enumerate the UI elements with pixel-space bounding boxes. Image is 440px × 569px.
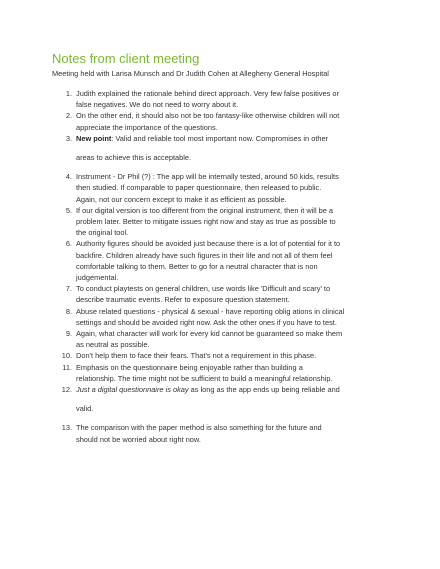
note-number: 1. xyxy=(65,89,72,98)
note-line: then studied. If comparable to paper questionnaire, then released to public. xyxy=(76,183,322,193)
note-item-7 xyxy=(58,283,388,305)
note-line: false negatives. We do not need to worry about it. xyxy=(76,100,239,110)
note-line xyxy=(76,384,388,395)
note-line: Instrument - Dr Phil (?) : The app will be internally tested, around 50 kids, results xyxy=(76,172,339,182)
notes-list xyxy=(58,88,388,445)
note-line: areas to achieve this is acceptable. xyxy=(76,153,192,163)
note-item-4 xyxy=(58,171,388,205)
note-line-rest: as long as the app ends up being reliable and xyxy=(188,385,340,395)
note-line xyxy=(76,133,388,144)
note-number: 12. xyxy=(61,385,72,395)
note-line: Authority figures should be avoided just because there is a lot of potential for it to xyxy=(76,239,341,249)
note-line: Again, not our concern except to make it as efficient as possible. xyxy=(76,194,287,204)
note-lead-italic: Just a digital questionnaire is okay xyxy=(76,385,189,395)
note-line: The comparison with the paper method is also something for the future and xyxy=(76,423,322,433)
note-item-9 xyxy=(58,328,388,350)
note-line: describe traumatic events. Refer to exposure question statement. xyxy=(76,295,290,305)
note-item-10 xyxy=(58,350,388,361)
document-title: Notes from client meeting xyxy=(52,51,200,66)
note-number: 9. xyxy=(65,329,72,339)
note-number: 7. xyxy=(65,284,72,294)
note-item-3 xyxy=(58,133,388,163)
note-lead-bold: New point xyxy=(76,133,112,143)
note-number: 11. xyxy=(62,362,72,372)
note-item-12 xyxy=(58,384,388,414)
note-line: comfortable talking to them. Better to go for a neutral character that is non xyxy=(76,261,318,271)
note-item-8 xyxy=(58,306,388,328)
note-line: settings and should be avoided right now. Ask the other ones if you have to test. xyxy=(76,317,337,327)
note-line-rest: : Valid and reliable tool most important now. Compromises in other xyxy=(111,133,329,143)
note-number: 4. xyxy=(65,172,72,182)
note-line: Again, what character will work for every kid cannot be guaranteed so make them xyxy=(76,329,343,339)
note-line: as neutral as possible. xyxy=(76,340,150,350)
document-subtitle: Meeting held with Larisa Munsch and Dr Judith Cohen at Allegheny General Hospital xyxy=(52,69,329,78)
note-line: should not be worried about right now. xyxy=(76,434,201,444)
note-item-5 xyxy=(58,205,388,239)
note-item-6 xyxy=(58,238,388,283)
note-number: 8. xyxy=(65,306,72,316)
note-line: the original tool. xyxy=(76,228,129,238)
note-line: Don't help them to face their fears. That's not a requirement in this phase. xyxy=(76,351,317,361)
note-line: Abuse related questions - physical & sexual - have reporting oblig ations in clinical xyxy=(76,306,345,316)
note-item-2 xyxy=(58,110,388,132)
note-line: On the other end, it should also not be too fantasy-like otherwise children will not xyxy=(76,111,340,121)
note-line: backfire. Children already have such figures in their life and not all of them feel xyxy=(76,250,333,260)
note-number: 13. xyxy=(61,423,72,433)
note-number: 10. xyxy=(61,351,72,361)
note-line: Judith explained the rationale behind direct approach. Very few false positives or xyxy=(76,89,339,98)
note-line: valid. xyxy=(76,404,94,414)
note-number: 6. xyxy=(65,239,72,249)
note-number: 5. xyxy=(65,205,72,215)
note-line: problem later. Better to mitigate issues right now and stay as true as possible to xyxy=(76,217,336,227)
note-line: appreciate the importance of the questions. xyxy=(76,122,218,132)
note-item-1 xyxy=(58,88,388,110)
note-number: 3. xyxy=(65,133,72,143)
note-item-13 xyxy=(58,422,388,444)
note-line: To conduct playtests on general children, use words like 'Difficult and scary' to xyxy=(76,284,331,294)
note-line: judgemental. xyxy=(76,273,119,283)
note-number: 2. xyxy=(65,111,72,121)
note-line: If our digital version is too different from the original instrument, then it will be a xyxy=(76,205,334,215)
note-item-11 xyxy=(58,362,388,384)
note-line: Emphasis on the questionnaire being enjoyable rather than building a xyxy=(76,362,303,372)
note-line: relationship. The time might not be sufficient to build a meaningful relationship. xyxy=(76,373,333,383)
